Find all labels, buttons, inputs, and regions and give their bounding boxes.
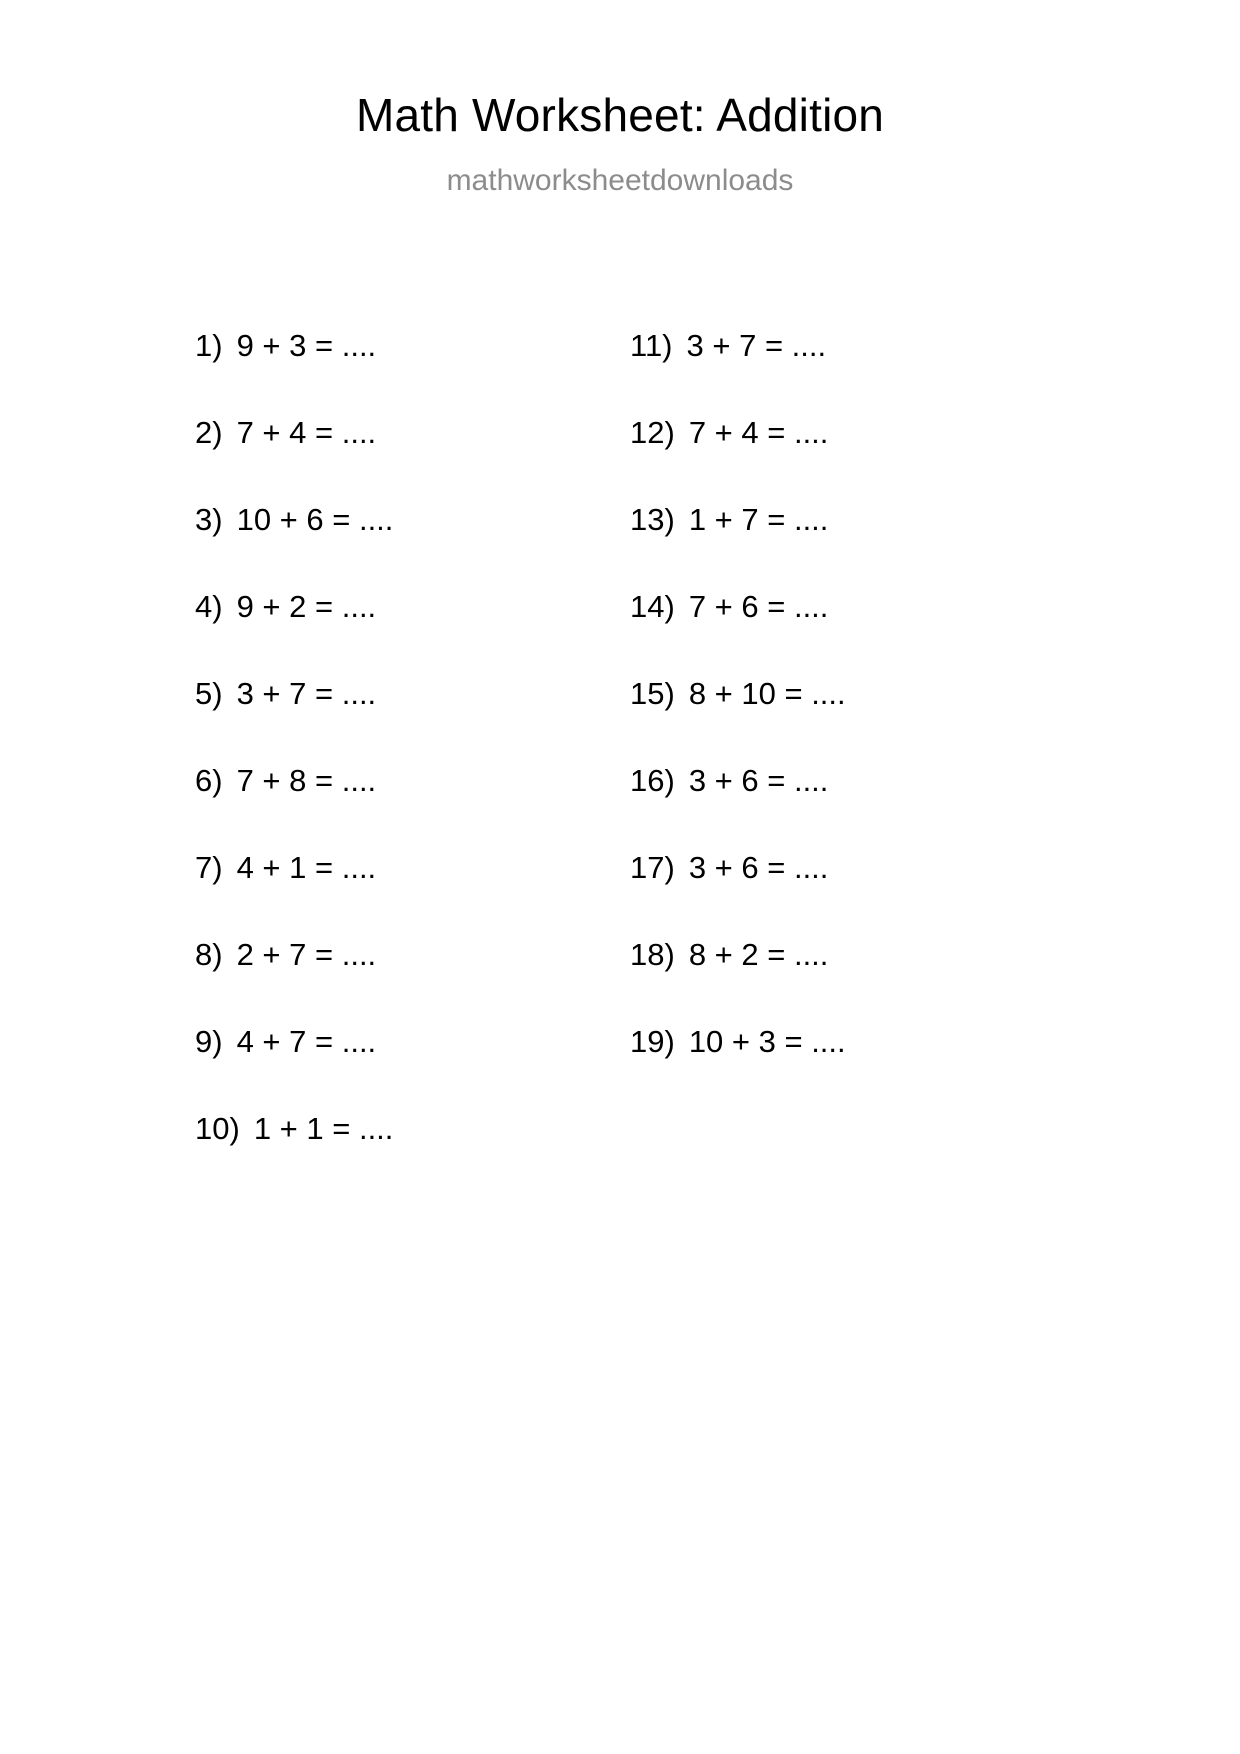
problem-number: 3) bbox=[195, 502, 223, 537]
problem-item bbox=[195, 504, 520, 591]
problem-expression: 9 + 2 = .... bbox=[236, 589, 377, 624]
problem-number: 18) bbox=[630, 937, 675, 972]
problem-number: 6) bbox=[195, 763, 223, 798]
problem-expression: 8 + 2 = .... bbox=[688, 937, 829, 972]
problem-item bbox=[630, 1026, 1040, 1113]
problem-number: 7) bbox=[195, 850, 223, 885]
problem-number: 17) bbox=[630, 850, 675, 885]
problem-number: 9) bbox=[195, 1024, 223, 1059]
problem-item bbox=[630, 591, 1040, 678]
problem-item bbox=[195, 939, 520, 1026]
problem-expression: 9 + 3 = .... bbox=[236, 328, 377, 363]
problem-item bbox=[195, 1113, 520, 1200]
problem-item bbox=[195, 591, 520, 678]
problem-expression: 7 + 8 = .... bbox=[236, 763, 377, 798]
problems-column-right bbox=[520, 330, 1040, 1200]
problems-column-left bbox=[0, 330, 520, 1200]
problem-number: 11) bbox=[630, 328, 673, 363]
problem-number: 14) bbox=[630, 589, 675, 624]
problem-number: 15) bbox=[630, 676, 675, 711]
problem-number: 19) bbox=[630, 1024, 675, 1059]
problem-expression: 1 + 7 = .... bbox=[688, 502, 829, 537]
problem-expression: 10 + 3 = .... bbox=[688, 1024, 846, 1059]
problem-expression: 7 + 4 = .... bbox=[688, 415, 829, 450]
problem-expression: 7 + 6 = .... bbox=[688, 589, 829, 624]
problem-expression: 10 + 6 = .... bbox=[236, 502, 394, 537]
problem-number: 4) bbox=[195, 589, 223, 624]
problems-container bbox=[0, 330, 1240, 1200]
problem-number: 10) bbox=[195, 1111, 240, 1146]
problem-item bbox=[195, 678, 520, 765]
problem-expression: 4 + 1 = .... bbox=[236, 850, 377, 885]
problem-expression: 3 + 7 = .... bbox=[686, 328, 827, 363]
problem-number: 13) bbox=[630, 502, 675, 537]
problem-number: 1) bbox=[195, 328, 223, 363]
problem-expression: 1 + 1 = .... bbox=[253, 1111, 394, 1146]
problem-expression: 3 + 7 = .... bbox=[236, 676, 377, 711]
problem-expression: 3 + 6 = .... bbox=[688, 850, 829, 885]
page-subtitle: mathworksheetdownloads bbox=[446, 164, 794, 197]
problem-item bbox=[630, 504, 1040, 591]
problem-item bbox=[195, 1026, 520, 1113]
problem-number: 8) bbox=[195, 937, 223, 972]
problem-item bbox=[630, 852, 1040, 939]
problem-expression: 3 + 6 = .... bbox=[688, 763, 829, 798]
problem-expression: 4 + 7 = .... bbox=[236, 1024, 377, 1059]
problem-number: 12) bbox=[630, 415, 675, 450]
problem-item bbox=[195, 330, 520, 417]
problem-expression: 7 + 4 = .... bbox=[236, 415, 377, 450]
problem-item bbox=[195, 417, 520, 504]
problem-number: 5) bbox=[195, 676, 223, 711]
problem-item bbox=[630, 939, 1040, 1026]
problem-item bbox=[195, 852, 520, 939]
problem-item bbox=[630, 417, 1040, 504]
problem-item bbox=[195, 765, 520, 852]
problem-item bbox=[630, 678, 1040, 765]
problem-expression: 8 + 10 = .... bbox=[688, 676, 846, 711]
page-title: Math Worksheet: Addition bbox=[355, 89, 885, 141]
problem-item bbox=[630, 765, 1040, 852]
problem-number: 2) bbox=[195, 415, 223, 450]
problem-expression: 2 + 7 = .... bbox=[236, 937, 377, 972]
problem-item bbox=[630, 330, 1040, 417]
problem-number: 16) bbox=[630, 763, 675, 798]
